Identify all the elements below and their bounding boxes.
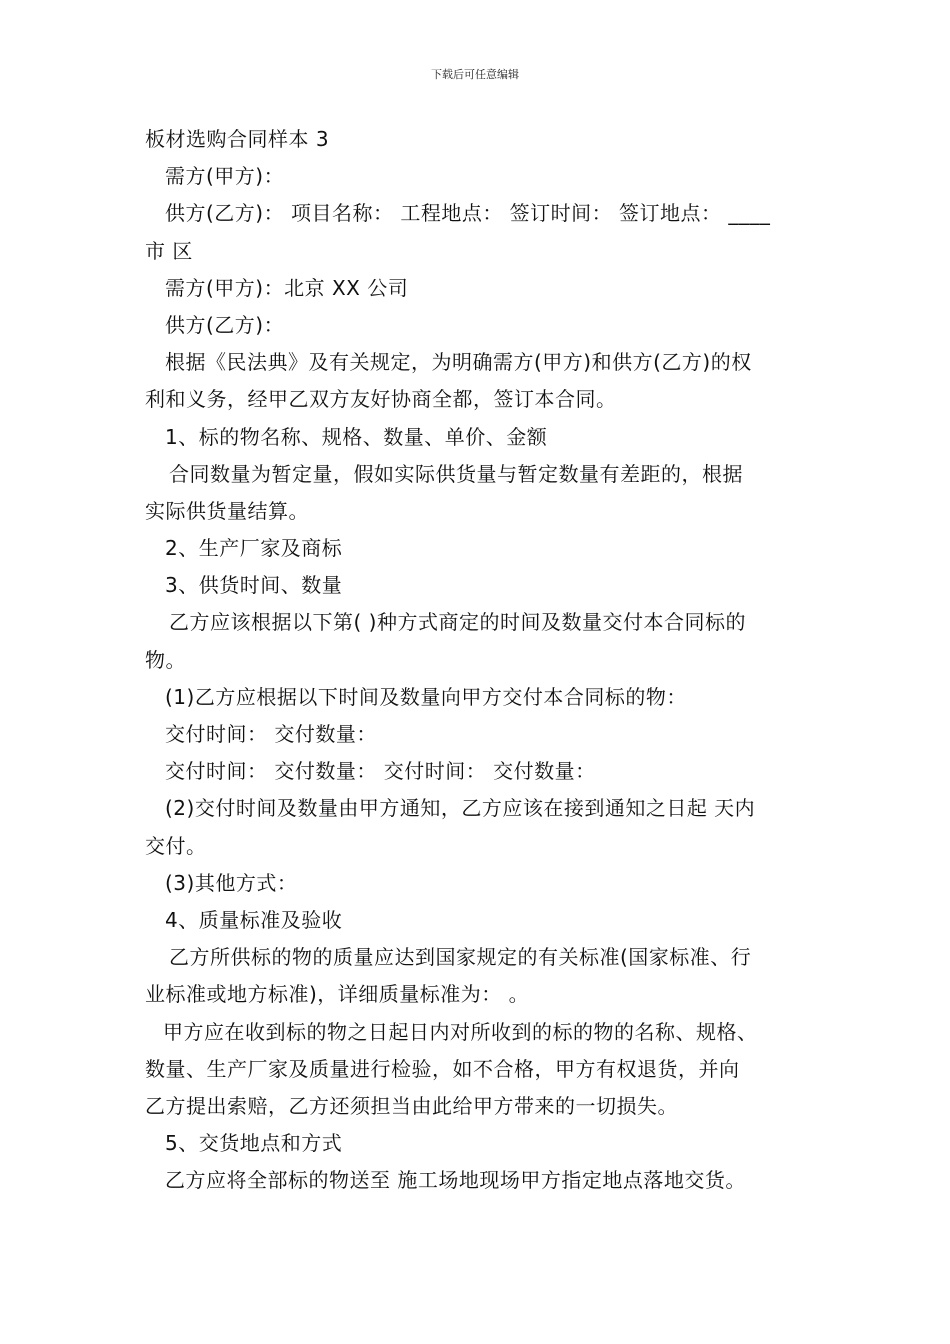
paragraph: 市 区 (145, 238, 193, 263)
paragraph: (1)乙方应根据以下时间及数量向甲方交付本合同标的物： (165, 684, 687, 709)
paragraph: (2)交付时间及数量由甲方通知，乙方应该在接到通知之日起 天内 (165, 796, 756, 821)
section-heading: 1、标的物名称、规格、数量、单价、金额 (165, 424, 548, 449)
section-heading: 4、质量标准及验收 (165, 907, 343, 932)
paragraph: 交付时间： 交付数量： 交付时间： 交付数量： (165, 759, 596, 784)
section-heading: 3、供货时间、数量 (165, 573, 343, 598)
paragraph: 数量、生产厂家及质量进行检验，如不合格，甲方有权退货，并向 (145, 1056, 740, 1081)
paragraph: 需方(甲方)： (165, 164, 285, 189)
paragraph: 交付。 (145, 833, 207, 858)
paragraph: 利和义务，经甲乙双方友好协商全都，签订本合同。 (145, 387, 617, 412)
section-heading: 5、交货地点和方式 (165, 1131, 343, 1156)
paragraph: 乙方所供标的物的质量应达到国家规定的有关标准(国家标准、行 (169, 945, 752, 970)
paragraph: 物。 (145, 647, 186, 672)
paragraph: 交付时间： 交付数量： (165, 722, 377, 746)
paragraph: 业标准或地方标准)，详细质量标准为： 。 (145, 982, 530, 1007)
paragraph: 实际供货量结算。 (145, 498, 309, 523)
page-header: 下载后可任意编辑 (431, 68, 519, 81)
paragraph: 甲方应在收到标的物之日起日内对所收到的标的物的名称、规格、 (163, 1019, 758, 1044)
paragraph: 供方(乙方)： 项目名称： 工程地点： 签订时间： 签订地点： ____ (165, 201, 771, 226)
paragraph: 乙方应将全部标的物送至 施工场地现场甲方指定地点落地交货。 (165, 1168, 746, 1193)
paragraph: 乙方提出索赔，乙方还须担当由此给甲方带来的一切损失。 (145, 1093, 678, 1118)
document-title: 板材选购合同样本 3 (145, 127, 330, 151)
paragraph: (3)其他方式： (165, 870, 298, 895)
paragraph: 根据《民法典》及有关规定，为明确需方(甲方)和供方(乙方)的权 (165, 350, 752, 375)
paragraph: 合同数量为暂定量，假如实际供货量与暂定数量有差距的，根据 (169, 461, 743, 486)
section-heading: 2、生产厂家及商标 (165, 536, 343, 561)
paragraph: 乙方应该根据以下第( )种方式商定的时间及数量交付本合同标的 (169, 610, 746, 635)
paragraph: 需方(甲方)：北京 XX 公司 (165, 275, 409, 300)
paragraph: 供方(乙方)： (165, 312, 285, 337)
contract-body (145, 121, 810, 1199)
